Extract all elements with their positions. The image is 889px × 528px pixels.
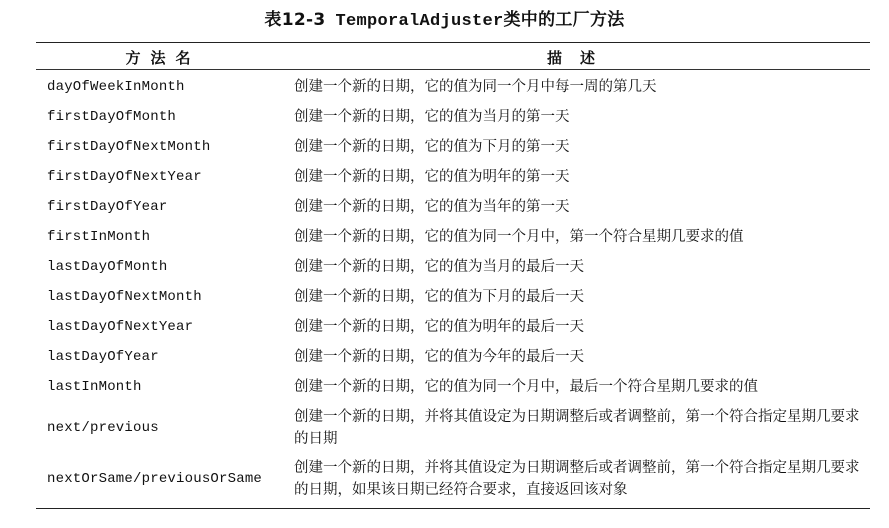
table-number: 表12-3	[264, 10, 326, 30]
caption-suffix: 类中的工厂方法	[503, 10, 625, 30]
table-row	[36, 453, 870, 505]
method-name-cell: lastDayOfYear	[47, 349, 159, 365]
description-cell: 创建一个新的日期，它的值为当年的第一天	[294, 199, 570, 215]
table-top-rule	[36, 42, 870, 43]
table-row	[36, 402, 870, 453]
header-description: 描述	[546, 49, 613, 67]
description-cell: 创建一个新的日期，它的值为今年的最后一天	[294, 349, 584, 365]
description-cell: 创建一个新的日期，它的值为下月的最后一天	[294, 289, 584, 305]
description-cell: 创建一个新的日期，它的值为明年的第一天	[294, 169, 570, 185]
description-cell: 创建一个新的日期，它的值为当月的最后一天	[294, 259, 584, 275]
table-header	[36, 44, 870, 69]
method-name-cell: firstDayOfNextMonth	[47, 139, 211, 155]
description-cell: 创建一个新的日期，它的值为同一个月中，最后一个符合星期几要求的值	[294, 379, 758, 395]
header-method-name: 方法名	[125, 49, 201, 67]
description-cell: 创建一个新的日期，它的值为同一个月中每一周的第几天	[294, 79, 657, 95]
table-row	[36, 282, 870, 312]
table-row	[36, 102, 870, 132]
method-name-cell: firstDayOfNextYear	[47, 169, 202, 185]
table-row	[36, 192, 870, 222]
method-name-cell: lastDayOfMonth	[47, 259, 168, 275]
method-name-cell: dayOfWeekInMonth	[47, 79, 185, 95]
method-name-cell: firstDayOfMonth	[47, 109, 177, 125]
table-row	[36, 252, 870, 282]
method-name-cell: lastInMonth	[47, 379, 142, 395]
description-cell: 创建一个新的日期，并将其值设定为日期调整后或者调整前，第一个符合指定星期几要求的日期，如果该日期已经符合要求，直接返回该对象	[294, 460, 860, 498]
caption-class-name: TemporalAdjuster	[335, 12, 504, 31]
table-bottom-rule	[36, 508, 870, 509]
table-caption	[0, 8, 889, 34]
table-body	[36, 72, 870, 505]
description-cell: 创建一个新的日期，它的值为当月的第一天	[294, 109, 570, 125]
method-name-cell: lastDayOfNextMonth	[47, 289, 202, 305]
method-name-cell: firstDayOfYear	[47, 199, 168, 215]
table-row	[36, 72, 870, 102]
description-cell: 创建一个新的日期，并将其值设定为日期调整后或者调整前，第一个符合指定星期几要求的日期	[294, 408, 860, 447]
description-cell: 创建一个新的日期，它的值为下月的第一天	[294, 139, 570, 155]
table-row	[36, 342, 870, 372]
table-row	[36, 222, 870, 252]
table-header-rule	[36, 69, 870, 70]
method-name-cell: lastDayOfNextYear	[47, 319, 194, 335]
table-row	[36, 312, 870, 342]
description-cell: 创建一个新的日期，它的值为同一个月中，第一个符合星期几要求的值	[294, 229, 744, 245]
method-name-cell: nextOrSame/previousOrSame	[47, 471, 263, 487]
table-row	[36, 372, 870, 402]
method-name-cell: firstInMonth	[47, 229, 151, 245]
table-row	[36, 132, 870, 162]
description-cell: 创建一个新的日期，它的值为明年的最后一天	[294, 319, 584, 335]
table-row	[36, 162, 870, 192]
method-name-cell: next/previous	[47, 419, 159, 436]
